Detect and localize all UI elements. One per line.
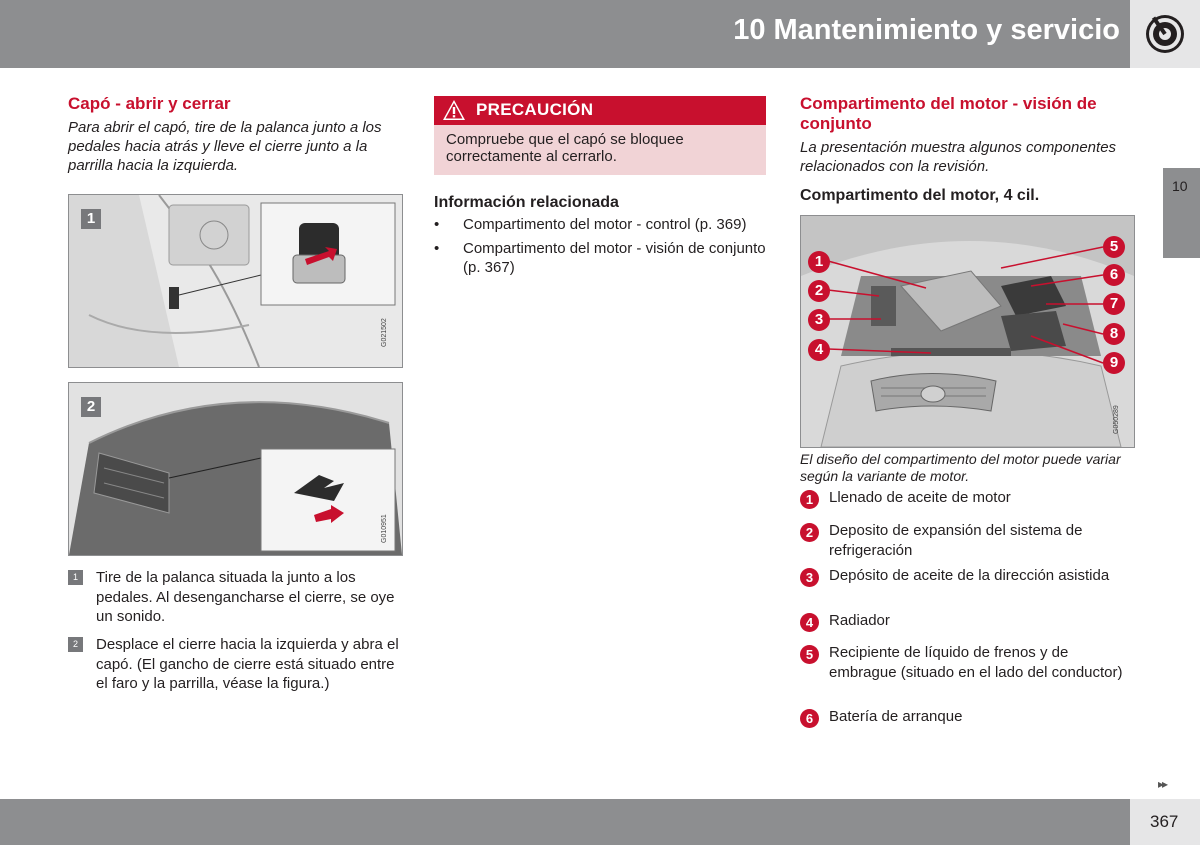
callout-8: 8	[1103, 323, 1125, 345]
callout-1: 1	[808, 251, 830, 273]
figure-2-number: 2	[81, 397, 101, 417]
warning-header	[434, 96, 766, 125]
legend-item-3	[800, 566, 1134, 586]
step-2	[68, 635, 403, 694]
legend-item-1	[800, 488, 1134, 508]
legend-4-text: Radiador	[829, 612, 890, 629]
continue-marker: ▸▸	[1158, 777, 1167, 791]
step-1-badge: 1	[68, 570, 83, 585]
callout-7: 7	[1103, 293, 1125, 315]
related-info-title: Información relacionada	[434, 194, 619, 211]
lever-illustration	[69, 195, 402, 367]
engine-intro: La presentación muestra algunos componentes relacionados con la revisión.	[800, 139, 1117, 175]
footer-bar	[0, 799, 1130, 845]
legend-6-text: Batería de arranque	[829, 708, 963, 725]
warning-title: PRECAUCIÓN	[476, 100, 594, 119]
legend-5-text: Recipiente de líquido de frenos y de embrague (situado en el lado del conductor)	[829, 644, 1123, 681]
legend-2-badge: 2	[800, 523, 819, 542]
legend-3-badge: 3	[800, 568, 819, 587]
callout-2: 2	[808, 280, 830, 302]
legend-6-badge: 6	[800, 709, 819, 728]
figure-engine-compartment	[800, 215, 1135, 448]
legend-1-text: Llenado de aceite de motor	[829, 489, 1011, 506]
step-1-text: Tire de la palanca situada la junto a los pedales. Al desengancharse el cierre, se oye un sonido.	[96, 569, 395, 625]
related-link-2-text: Compartimento del motor - visión de conjunto (p. 367)	[463, 239, 766, 276]
legend-4-badge: 4	[800, 613, 819, 632]
legend-item-2	[800, 521, 1134, 560]
engine-heading: Compartimento del motor - visión de conjunto	[800, 94, 1097, 133]
legend-item-4	[800, 611, 1134, 631]
engine-figure-code: G050289	[1113, 405, 1120, 434]
chapter-tab-number: 10	[1172, 178, 1188, 194]
hood-intro: Para abrir el capó, tire de la palanca junto a los pedales hacia atrás y lleve el cierre junto a la parrilla hacia la izquierda.	[68, 119, 382, 174]
header-icon-box	[1130, 0, 1200, 68]
step-2-text: Desplace el cierre hacia la izquierda y abra el capó. (El gancho de cierre está situado entre el faro y la parrilla, véase la figura.)	[96, 636, 399, 692]
legend-3-text: Depósito de aceite de la dirección asistida	[829, 567, 1110, 584]
legend-5-badge: 5	[800, 645, 819, 664]
callout-4: 4	[808, 339, 830, 361]
page-number: 367	[1150, 812, 1179, 831]
warning-triangle-icon	[442, 99, 466, 121]
warning-and-related	[434, 96, 766, 278]
related-link-2[interactable]	[434, 239, 766, 278]
legend-item-5	[800, 643, 1134, 682]
engine-subheading: Compartimento del motor, 4 cil.	[800, 187, 1040, 204]
callout-3: 3	[808, 309, 830, 331]
related-link-1-text: Compartimento del motor - control (p. 369)	[463, 216, 747, 233]
chapter-title: 10 Mantenimiento y servicio	[733, 14, 1120, 46]
legend-2-text: Deposito de expansión del sistema de refrigeración	[829, 522, 1083, 559]
legend-item-6	[800, 707, 1134, 727]
engine-illustration	[801, 216, 1134, 447]
figure-2-code: G010951	[381, 514, 388, 543]
callout-5: 5	[1103, 236, 1125, 258]
legend-1-badge: 1	[800, 490, 819, 509]
hood-section	[68, 94, 403, 175]
wrench-gear-icon	[1143, 12, 1187, 56]
hood-heading: Capó - abrir y cerrar	[68, 94, 231, 113]
figure-1-number: 1	[81, 209, 101, 229]
callout-6: 6	[1103, 264, 1125, 286]
step-1	[68, 568, 403, 627]
figure-hood-latch	[68, 382, 403, 556]
related-link-1[interactable]	[434, 215, 766, 235]
figure-hood-lever	[68, 194, 403, 368]
step-2-badge: 2	[68, 637, 83, 652]
warning-text: Compruebe que el capó se bloquee correctamente al cerrarlo.	[434, 125, 766, 175]
engine-overview-section	[800, 94, 1134, 205]
bullet-dot: •	[434, 216, 440, 233]
bullet-dot: •	[434, 239, 440, 257]
latch-illustration	[69, 383, 402, 555]
callout-9: 9	[1103, 352, 1125, 374]
figure-1-code: G021502	[381, 318, 388, 347]
engine-figure-caption: El diseño del compartimento del motor puede variar según la variante de motor.	[800, 451, 1121, 484]
